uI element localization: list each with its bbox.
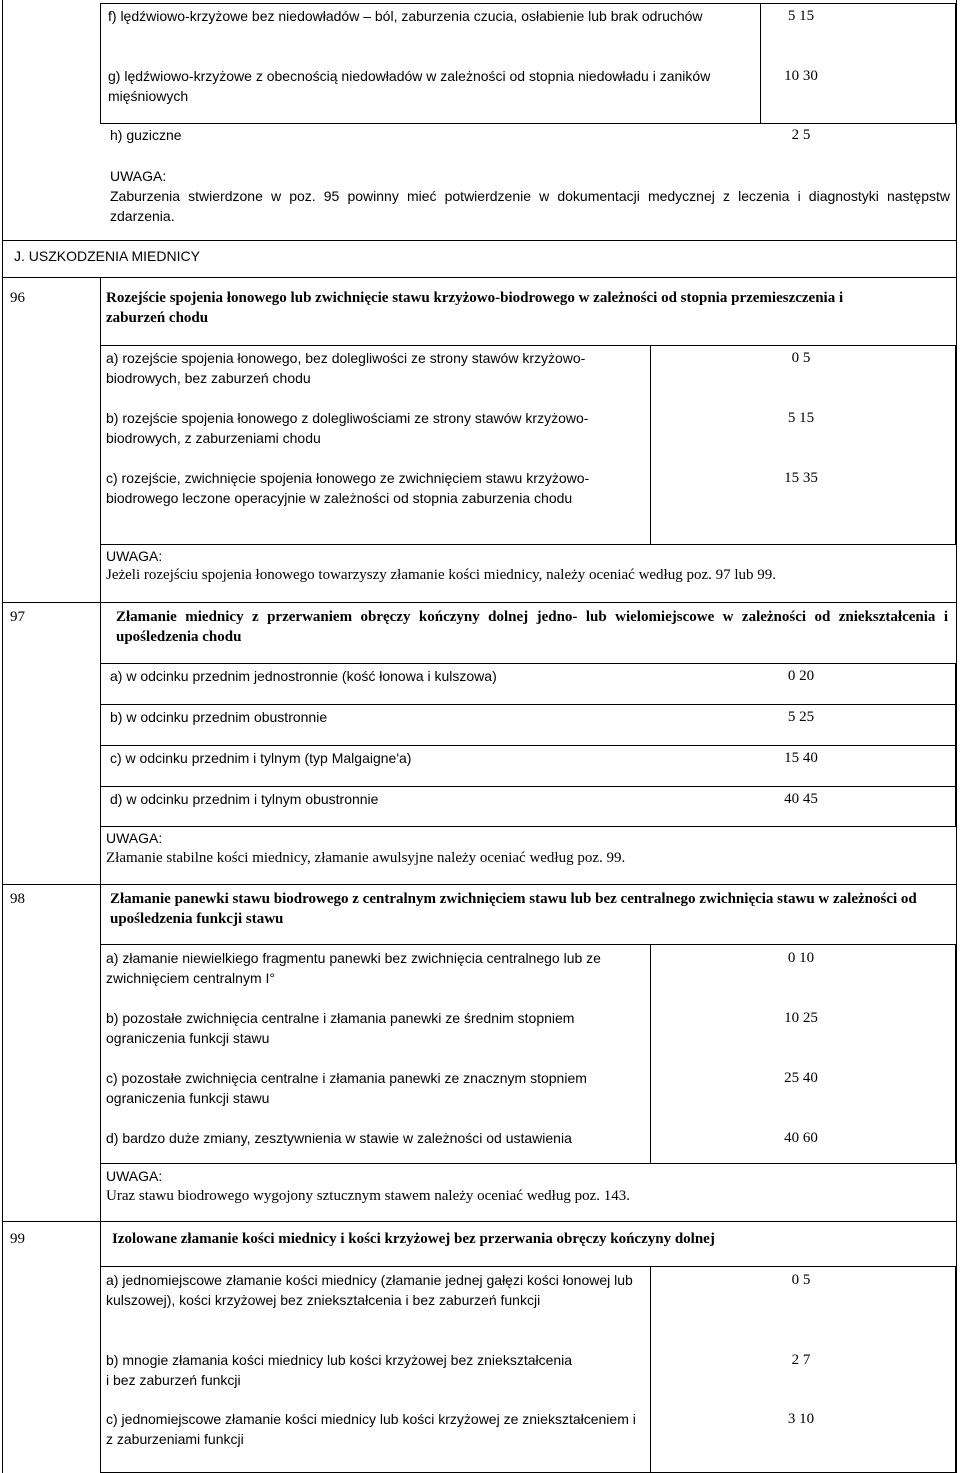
pos-98-item-d-value: 40 60	[784, 1130, 818, 1146]
pos-99-item-a: a) jednomiejscowe złamanie kości miednicy (złamanie jednej gałęzi kości łonowej lub kulszowej), kości krzyżowej bez zniekształcenia i bez zaburzeń funkcji	[106, 1272, 633, 1308]
pos-97-row-rule-2	[100, 745, 956, 746]
pos-98-note-text: Uraz stawu biodrowego wygojony sztucznym stawem należy oceniać według poz. 143.	[106, 1188, 631, 1204]
pos-99-number: 99	[10, 1231, 25, 1247]
pos-99-items-divider	[650, 1266, 651, 1473]
pos-96-top-rule	[2, 277, 956, 278]
pos-98-title: Złamanie panewki stawu biodrowego z centralnym zwichnięciem stawu lub bez centralnego zwichnięcia stawu w zależności od upośledzenia funkcji stawu	[110, 891, 917, 927]
pos-97-item-c: c) w odcinku przednim i tylnym (typ Malgaigne'a)	[110, 750, 412, 766]
pos-96-items-divider	[650, 345, 651, 545]
pos-96-item-a: a) rozejście spojenia łonowego, bez dolegliwości ze strony stawów krzyżowo-biodrowych, bez zaburzeń chodu	[106, 350, 586, 386]
pos-96-item-b-value: 5 15	[787, 410, 815, 426]
pos-96-number: 96	[10, 290, 25, 306]
top-item-f: f) lędźwiowo-krzyżowe bez niedowładów – ból, zaburzenia czucia, osłabienie lub brak odruchów	[108, 8, 703, 24]
pos-97-item-c-value: 15 40	[784, 750, 818, 766]
pos-97-item-d-value: 40 45	[784, 791, 818, 807]
pos-96-title: Rozejście spojenia łonowego lub zwichnięcie stawu krzyżowo-biodrowego w zależności od stopnia przemieszczenia i zaburzeń chodu	[106, 290, 844, 326]
pos-99-item-a-value: 0 5	[791, 1272, 811, 1288]
pos-98-item-b: b) pozostałe zwichnięcia centralne i złamania panewki ze średnim stopniem ograniczenia funkcji stawu	[106, 1010, 575, 1046]
pos-98-item-c-value: 25 40	[784, 1070, 818, 1086]
pos-97-number: 97	[10, 609, 25, 625]
top-item-h: h) guziczne	[110, 127, 182, 143]
top-item-g-value: 10 30	[784, 68, 818, 84]
pos-98-item-c: c) pozostałe zwichnięcia centralne i złamania panewki ze znacznym stopniem ograniczenia funkcji stawu	[106, 1070, 587, 1106]
pos-98-number: 98	[10, 891, 25, 907]
pos-99-item-b-value: 2 7	[791, 1352, 811, 1368]
section-j-rule	[2, 240, 956, 241]
pos-96-item-a-value: 0 5	[791, 350, 811, 366]
pos-99-top-rule	[2, 1221, 956, 1222]
pos-99-item-c: c) jednomiejscowe złamanie kości miednicy lub kości krzyżowej ze zniekształceniem i z zaburzeniami funkcji	[106, 1411, 636, 1447]
pos-97-row-rule-3	[100, 786, 956, 787]
pos-97-item-a: a) w odcinku przednim jednostronnie (kość łonowa i kulszowa)	[110, 668, 497, 684]
top-item-h-value: 2 5	[791, 127, 811, 143]
pos-98-item-b-value: 10 25	[784, 1010, 818, 1026]
pos-96-note-text: Jeżeli rozejściu spojenia łonowego towarzyszy złamanie kości miednicy, należy oceniać według poz. 97 lub 99.	[106, 567, 777, 583]
top-note-label: UWAGA:	[110, 168, 167, 184]
pos-97-row-rule-1	[100, 704, 956, 705]
pos-98-top-rule	[2, 884, 956, 885]
top-note-text: Zaburzenia stwierdzone w poz. 95 powinny mieć potwierdzenie w dokumentacji medycznej z leczenia i diagnostyki następstw zdarzenia.	[110, 188, 950, 224]
pos-97-item-a-value: 0 20	[787, 668, 815, 684]
pos-98-item-a: a) złamanie niewielkiego fragmentu panewki bez zwichnięcia centralnego lub ze zwichnięciem centralnym I°	[106, 950, 601, 986]
outer-right-border	[956, 0, 957, 1473]
pos-99-item-b: b) mnogie złamania kości miednicy lub kości krzyżowej bez zniekształcenia i bez zaburzeń funkcji	[106, 1352, 573, 1388]
top-item-g: g) lędźwiowo-krzyżowe z obecnością niedowładów w zależności od stopnia niedowładu i zaników mięśniowych	[108, 68, 711, 104]
pos-97-item-b-value: 5 25	[787, 709, 815, 725]
pos-98-note-label: UWAGA:	[106, 1168, 163, 1184]
pos-97-top-rule	[2, 602, 956, 603]
section-j-heading: J. USZKODZENIA MIEDNICY	[14, 248, 200, 264]
pos-99-title: Izolowane złamanie kości miednicy i kości krzyżowej bez przerwania obręczy kończyny dolnej	[112, 1231, 715, 1247]
pos-99-item-c-value: 3 10	[787, 1411, 815, 1427]
pos-97-item-d: d) w odcinku przednim i tylnym obustronnie	[110, 791, 379, 807]
outer-left-border	[2, 0, 3, 1473]
pos-96-item-c-value: 15 35	[784, 470, 818, 486]
top-item-f-value: 5 15	[787, 8, 815, 24]
pos-96-note-label: UWAGA:	[106, 548, 163, 564]
pos-98-item-d: d) bardzo duże zmiany, zesztywnienia w stawie w zależności od ustawienia	[106, 1130, 572, 1146]
pos-98-item-a-value: 0 10	[787, 950, 815, 966]
pos-96-item-b: b) rozejście spojenia łonowego z dolegliwościami ze strony stawów krzyżowo-biodrowych, z zaburzeniami chodu	[106, 410, 589, 446]
pos-97-note-text: Złamanie stabilne kości miednicy, złamanie awulsyjne należy oceniać według poz. 99.	[106, 850, 626, 866]
pos-97-title: Złamanie miednicy z przerwaniem obręczy kończyny dolnej jedno- lub wielomiejscowe w zależności od zniekształcenia i upośledzenia chodu	[116, 609, 948, 645]
pos-97-note-label: UWAGA:	[106, 830, 163, 846]
pos-96-item-c: c) rozejście, zwichnięcie spojenia łonowego ze zwichnięciem stawu krzyżowo-biodrowego leczone operacyjnie w zależności od stopnia zaburzenia chodu	[106, 470, 590, 506]
pos-97-item-b: b) w odcinku przednim obustronnie	[110, 709, 328, 725]
